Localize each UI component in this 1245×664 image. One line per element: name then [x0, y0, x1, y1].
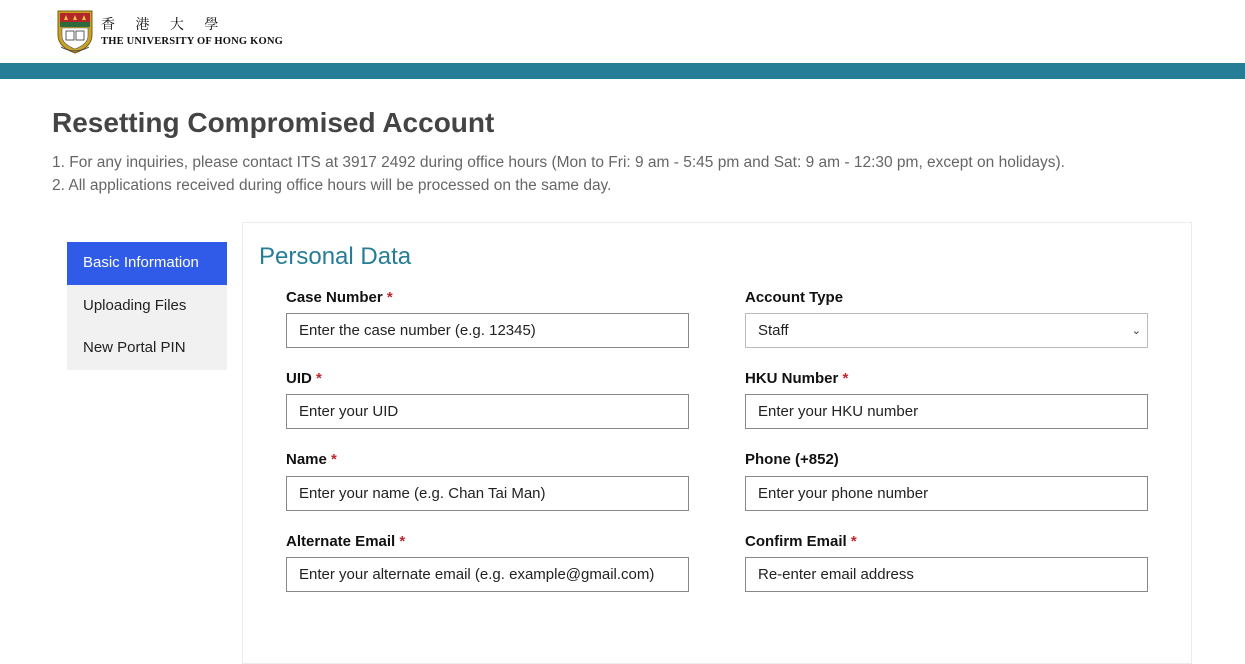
logo-chinese-text: 香 港 大 學 — [101, 17, 227, 33]
page-title: Resetting Compromised Account — [52, 107, 495, 138]
hku-number-input[interactable] — [745, 394, 1148, 429]
name-input[interactable] — [286, 476, 689, 511]
step-sidebar — [67, 242, 227, 370]
required-marker: * — [331, 451, 337, 468]
section-title: Personal Data — [259, 243, 412, 270]
case-number-input[interactable] — [286, 313, 689, 348]
notice-list — [52, 151, 1065, 197]
sidebar-item-basic-information[interactable]: Basic Information — [67, 242, 227, 285]
uid-group — [286, 370, 689, 388]
phone-label: Phone (+852) — [745, 451, 839, 468]
header-accent-bar — [0, 63, 1245, 79]
chevron-down-icon: ⌄ — [1131, 325, 1141, 337]
hku-crest-icon — [56, 9, 94, 55]
alternate-email-label: Alternate Email * — [286, 533, 406, 550]
account-type-label: Account Type — [745, 289, 844, 306]
case-number-label: Case Number * — [286, 289, 393, 306]
uid-label: UID * — [286, 370, 322, 387]
hku-number-group — [745, 370, 1148, 388]
required-marker: * — [316, 370, 322, 387]
account-type-select[interactable] — [745, 313, 1148, 348]
notice-inquiries: 1. For any inquiries, please contact ITS at 3917 2492 during office hours (Mon to Fri: 9 am - 5:45 pm and Sat: 9 am - 12:30 pm, except on holidays). — [52, 154, 1065, 171]
hku-number-label: HKU Number * — [745, 370, 849, 387]
account-type-group — [745, 289, 1148, 339]
required-marker: * — [850, 533, 857, 550]
sidebar-item-new-portal-pin[interactable]: New Portal PIN — [83, 339, 186, 356]
form-panel — [242, 222, 1192, 664]
sidebar-item-uploading-files[interactable]: Uploading Files — [83, 296, 187, 314]
logo-english-text: THE UNIVERSITY OF HONG KONG — [101, 36, 283, 47]
required-marker: * — [842, 370, 849, 387]
uid-input[interactable] — [286, 394, 689, 429]
phone-group — [745, 451, 1148, 469]
name-label: Name * — [286, 451, 337, 468]
case-number-group — [286, 289, 689, 307]
notice-processing: 2. All applications received during office hours will be processed on the same day. — [52, 177, 612, 194]
required-marker: * — [399, 533, 406, 550]
alternate-email-group — [286, 533, 689, 551]
phone-input[interactable] — [745, 476, 1148, 511]
confirm-email-input[interactable] — [745, 557, 1148, 592]
alternate-email-input[interactable] — [286, 557, 689, 592]
name-group — [286, 451, 689, 469]
account-type-value: Staff — [758, 322, 789, 339]
required-marker: * — [386, 289, 393, 306]
site-header — [0, 0, 1245, 63]
confirm-email-group — [745, 533, 1148, 551]
confirm-email-label: Confirm Email * — [745, 533, 857, 550]
